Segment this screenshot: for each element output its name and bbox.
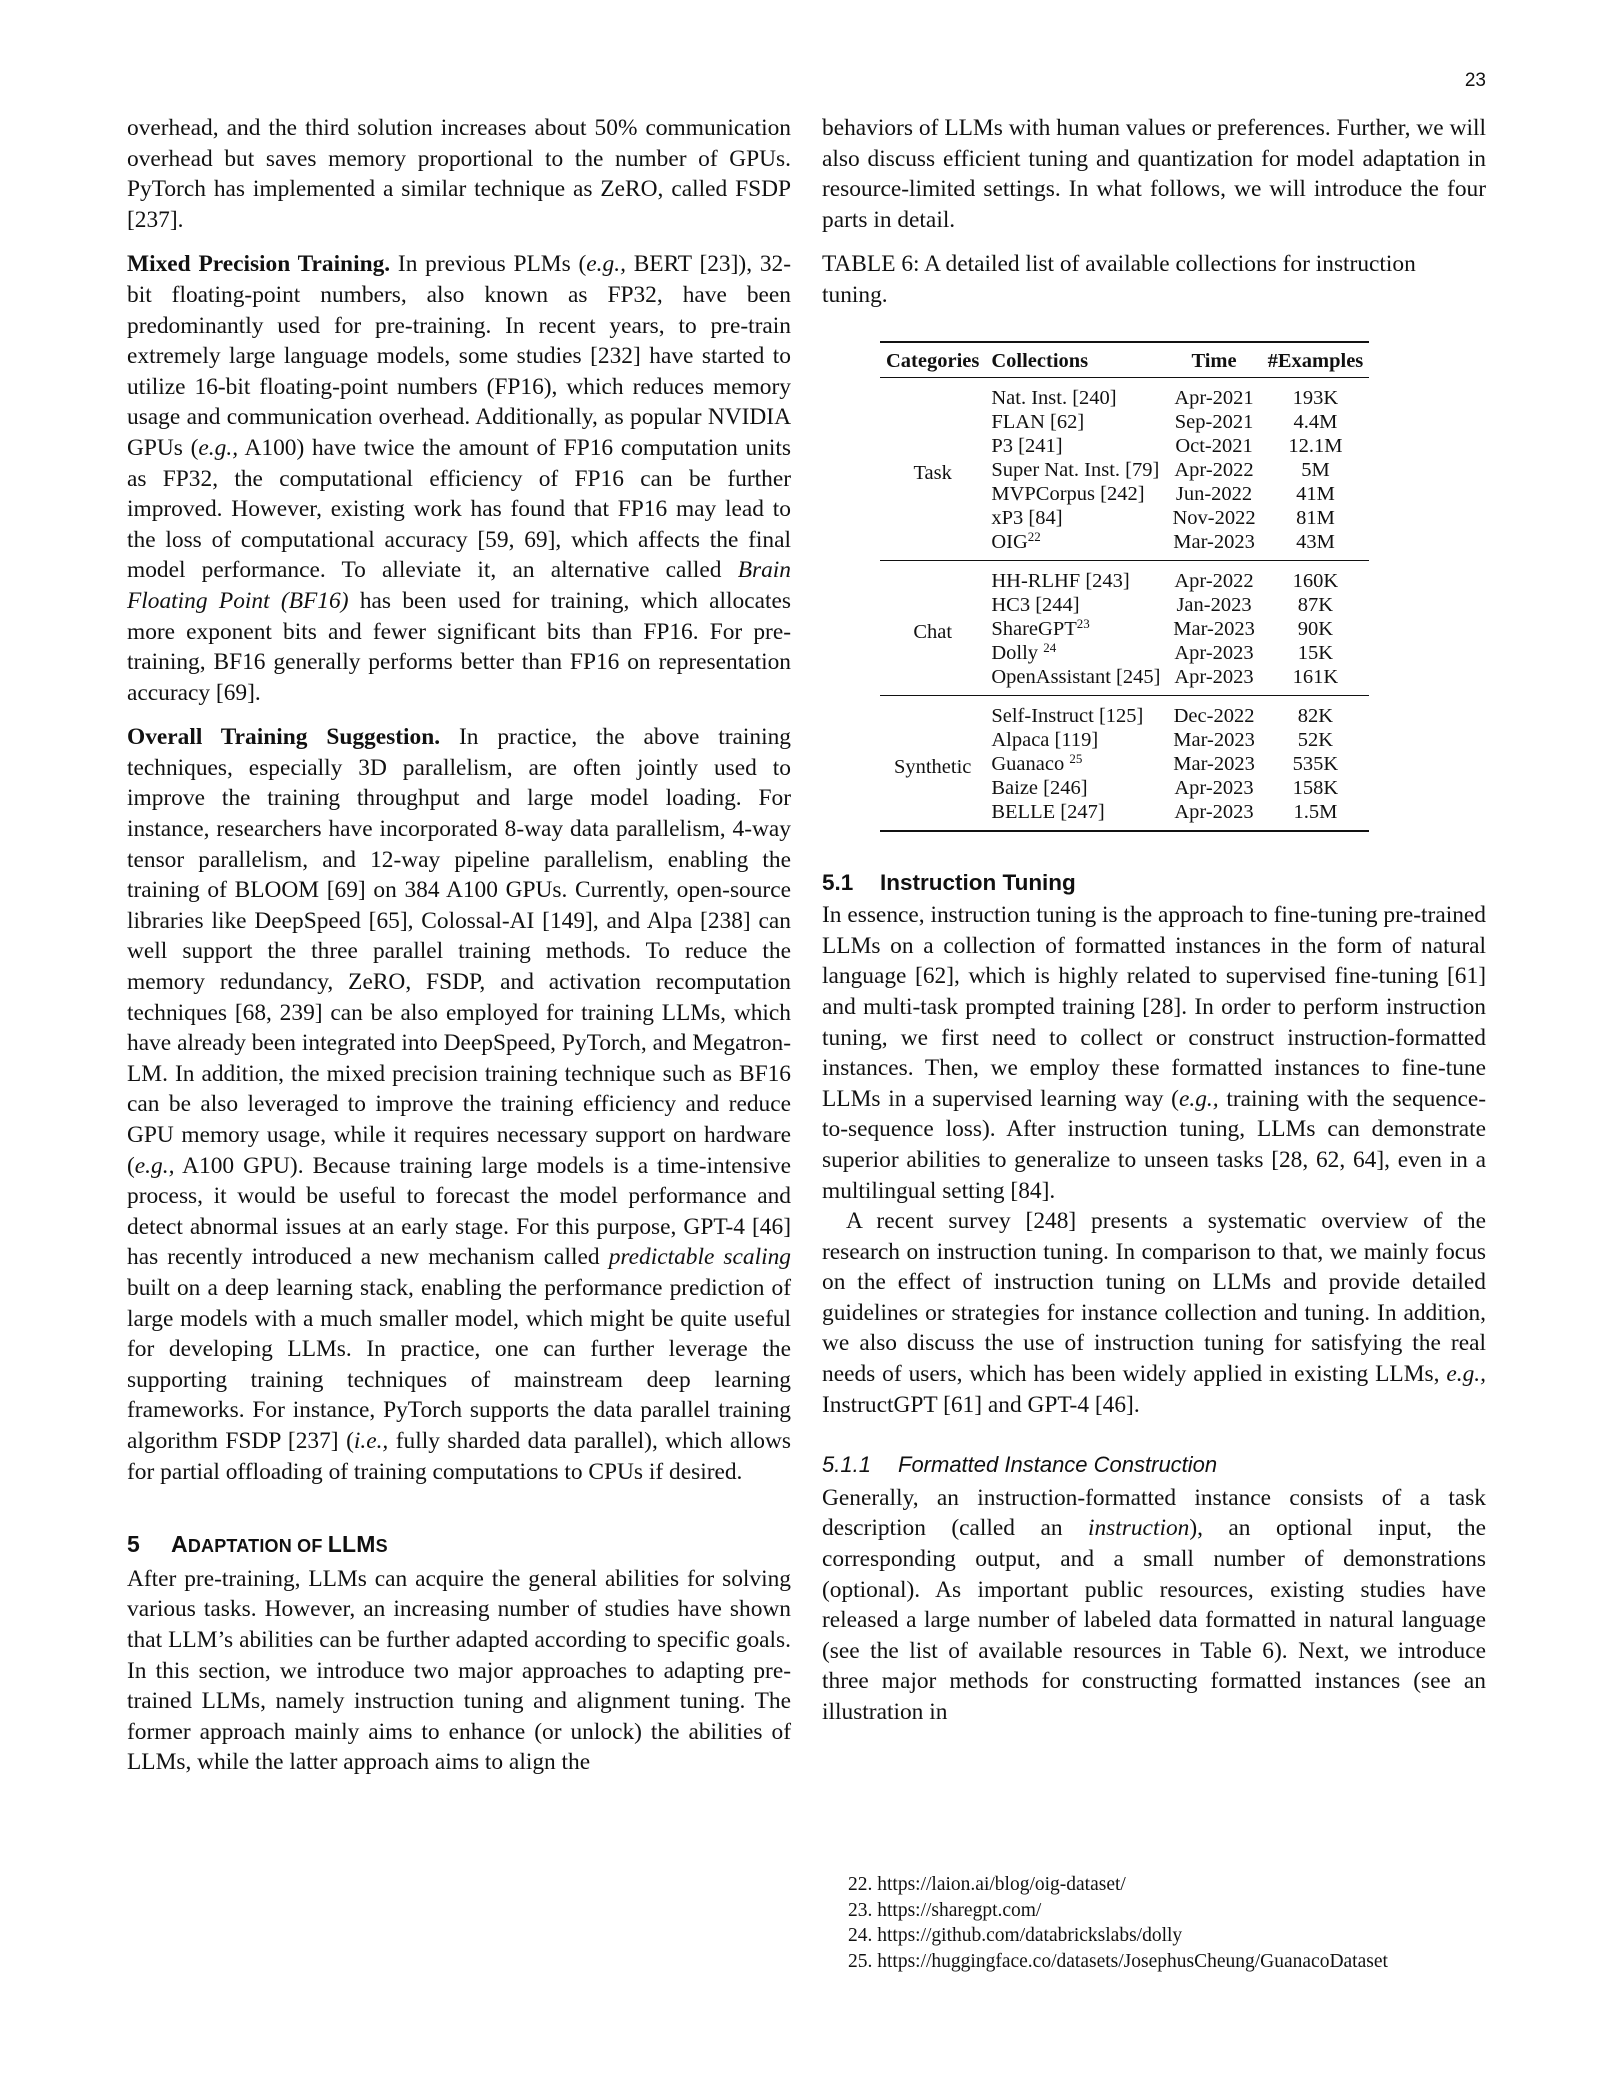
paragraph-continued: behaviors of LLMs with human values or preferences. Further, we will also discuss efficient tuning and quantization for model adaptation in resource-limited settings. In what follows, we will introduce the four parts in detail.: [822, 115, 1486, 233]
examples-cell: 160K: [1292, 569, 1339, 592]
category-cell: Synthetic: [893, 755, 972, 778]
collection-cell: Guanaco $^{25}$: [991, 750, 1083, 775]
left-column: [127, 113, 791, 1778]
header-categories: Categories: [886, 349, 980, 372]
paragraph-overall-training: Overall Training Suggestion. In practice, the above training techniques, especially 3D parallelism, are often jointly used to improve the training throughput and large model loading. For instance, researchers have incorporated 8-way data parallelism, 4-way tensor parallelism, and 12-way pipeline parallelism, enabling the training of BLOOM [69] on 384 A100 GPUs. Currently, open-source libraries like DeepSpeed [65], Colossal-AI [149], and Alpa [238] can well support the three parallel training methods. To reduce the memory redundancy, ZeRO, FSDP, and activation recomputation techniques [68, 239] can be also employed for training LLMs, which have already been integrated into DeepSpeed, PyTorch, and Megatron-LM. In addition, the mixed precision training technique such as BF16 can be also leveraged to improve the training efficiency and reduce GPU memory usage, while it requires necessary support on hardware (e.g., A100 GPU). Because training large models is a time-intensive process, it would be useful to forecast the model performance and detect abnormal issues at an early stage. For this purpose, GPT-4 [46] has recently introduced a new mechanism called predictable scaling built on a deep learning stack, enabling the performance prediction of large models with a much smaller model, which might be quite useful for developing LLMs. In practice, one can further leverage the supporting training techniques of mainstream deep learning frameworks. For instance, PyTorch supports the data parallel training algorithm FSDP [237] (i.e., fully sharded data parallel), which allows for partial offloading of training computations to CPUs if desired.: [127, 724, 791, 1485]
footnote-ref: 22: [1027, 528, 1041, 544]
collection-cell: OIG$^{22}$: [991, 528, 1041, 553]
table-group-task: [880, 377, 1369, 560]
time-cell: Nov-2022: [1172, 506, 1256, 529]
collection-cell: xP3 [84]: [991, 506, 1063, 529]
paragraph-mixed-precision: Mixed Precision Training. In previous PLMs (e.g., BERT [23]), 32-bit floating-point numbers, also known as FP32, have been predominantly used for pre-training. In recent years, to pre-train extremely large language models, some studies [232] have started to utilize 16-bit floating-point numbers (FP16), which reduces memory usage and communication overhead. Additionally, as popular NVIDIA GPUs (e.g., A100) have twice the amount of FP16 computation units as FP32, the computational efficiency of FP16 can be further improved. However, existing work has found that FP16 may lead to the loss of computational accuracy [59, 69], which affects the final model performance. To alleviate it, an alternative called Brain Floating Point (BF16) has been used for training, which allocates more exponent bits and fewer significant bits than FP16. For pre-training, BF16 generally performs better than FP16 on representation accuracy [69].: [127, 251, 792, 706]
page-number: 23: [1464, 70, 1486, 91]
footnote-ref: 25: [1069, 750, 1083, 766]
table-row: [880, 695, 1369, 728]
header-collections: Collections: [991, 349, 1089, 372]
time-cell: Apr-2022: [1174, 569, 1254, 592]
paragraph-instruction-tuning-2: A recent survey [248] presents a systematic overview of the research on instruction tuning. In comparison to that, we mainly focus on the effect of instruction tuning on LLMs and provide detailed guidelines or strategies for instance collection and tuning. In addition, we also discuss the use of instruction tuning for satisfying the real needs of users, which has been widely applied in existing LLMs, e.g., InstructGPT [61] and GPT-4 [46].: [822, 1208, 1486, 1418]
footnote-ref: 24: [1043, 639, 1057, 655]
collection-cell: ShareGPT$^{23}$: [991, 615, 1090, 640]
time-cell: Apr-2022: [1174, 458, 1254, 481]
time-cell: Sep-2021: [1174, 410, 1254, 433]
time-cell: Oct-2021: [1175, 434, 1253, 457]
time-cell: Apr-2023: [1174, 800, 1254, 823]
table-row: [880, 377, 1369, 410]
time-cell: Mar-2023: [1173, 752, 1255, 775]
time-cell: Dec-2022: [1173, 704, 1255, 727]
collection-cell: HH-RLHF [243]: [991, 569, 1130, 592]
header-time: Time: [1191, 349, 1237, 372]
table-group-synthetic: [880, 695, 1369, 831]
section-heading-5-1: 5.1 Instruction Tuning: [822, 869, 1076, 895]
paragraph-section5: After pre-training, LLMs can acquire the general abilities for solving various tasks. However, an increasing number of studies have shown that LLM’s abilities can be further adapted according to specific goals. In this section, we introduce two major approaches to adapting pre-trained LLMs, namely instruction tuning and alignment tuning. The former approach mainly aims to enhance (or unlock) the abilities of LLMs, while the latter approach aims to align the: [127, 1565, 791, 1776]
examples-cell: 52K: [1297, 728, 1334, 751]
category-cell: Task: [913, 461, 952, 484]
examples-cell: 12.1M: [1288, 434, 1343, 457]
time-cell: Apr-2023: [1174, 776, 1254, 799]
collection-cell: Super Nat. Inst. [79]: [991, 458, 1160, 481]
time-cell: Mar-2023: [1173, 728, 1255, 751]
footnote: 24. https://github.com/databrickslabs/dolly: [848, 1925, 1183, 1946]
examples-cell: 87K: [1297, 593, 1334, 616]
time-cell: Apr-2023: [1174, 665, 1254, 688]
category-cell: Chat: [913, 620, 953, 643]
table-header-row: [880, 342, 1369, 378]
collections-table: [880, 341, 1369, 832]
examples-cell: 43M: [1296, 530, 1335, 553]
table-group-chat: [880, 560, 1369, 695]
footnote-ref: 23: [1076, 615, 1090, 631]
examples-cell: 90K: [1297, 617, 1334, 640]
examples-cell: 41M: [1296, 482, 1335, 505]
table-row: [880, 560, 1369, 593]
paragraph-title: Mixed Precision Training.: [127, 251, 391, 278]
collection-cell: Baize [246]: [991, 776, 1088, 799]
collection-cell: P3 [241]: [991, 434, 1063, 457]
time-cell: Jan-2023: [1176, 593, 1252, 616]
collection-cell: Dolly $^{24}$: [991, 639, 1057, 664]
time-cell: Mar-2023: [1173, 617, 1255, 640]
collection-cell: MVPCorpus [242]: [991, 482, 1145, 505]
examples-cell: 158K: [1292, 776, 1339, 799]
examples-cell: 15K: [1297, 641, 1334, 664]
collection-cell: Alpaca [119]: [991, 728, 1099, 751]
collection-cell: HC3 [244]: [991, 593, 1080, 616]
section-heading-5: 5 ADAPTATION OF LLMS: [127, 1531, 388, 1558]
collection-cell: FLAN [62]: [991, 410, 1085, 433]
examples-cell: 1.5M: [1293, 800, 1338, 823]
paragraph-intro: overhead, and the third solution increases about 50% communication overhead but saves memory proportional to the number of GPUs. PyTorch has implemented a similar technique as ZeRO, called FSDP [237].: [127, 115, 791, 233]
footnote: 25. https://huggingface.co/datasets/JosephusCheung/GuanacoDataset: [848, 1950, 1388, 1972]
table-caption: TABLE 6: A detailed list of available collections for instruction tuning.: [822, 251, 1416, 308]
examples-cell: 81M: [1296, 506, 1335, 529]
time-cell: Apr-2023: [1174, 641, 1254, 664]
footnote: 23. https://sharegpt.com/: [848, 1899, 1042, 1921]
examples-cell: 4.4M: [1293, 410, 1338, 433]
collection-cell: OpenAssistant [245]: [991, 665, 1161, 688]
time-cell: Mar-2023: [1173, 530, 1255, 553]
time-cell: Apr-2021: [1174, 386, 1254, 409]
footnote: 22. https://laion.ai/blog/oig-dataset/: [848, 1874, 1126, 1895]
footnotes: [848, 1872, 1388, 1974]
time-cell: Jun-2022: [1175, 482, 1253, 505]
right-column: [822, 113, 1486, 1728]
examples-cell: 193K: [1292, 386, 1339, 409]
paragraph-instruction-tuning-1: In essence, instruction tuning is the approach to fine-tuning pre-trained LLMs on a collection of formatted instances in the form of natural language [62], which is highly related to supervised fine-tuning [61] and multi-task prompted training [28]. In order to perform instruction tuning, we first need to collect or construct instruction-formatted instances. Then, we employ these formatted instances to fine-tune LLMs in a supervised learning way (e.g., training with the sequence-to-sequence loss). After instruction tuning, LLMs can demonstrate superior abilities to generalize to unseen tasks [28, 62, 64], even in a multilingual setting [84].: [822, 902, 1486, 1204]
collection-cell: Nat. Inst. [240]: [991, 386, 1117, 409]
examples-cell: 161K: [1292, 665, 1339, 688]
collection-cell: BELLE [247]: [991, 800, 1105, 823]
paragraph-formatted-instance: Generally, an instruction-formatted instance consists of a task description (called an instruction), an optional input, the corresponding output, and a small number of demonstrations (optional). As important public resources, existing studies have released a large number of labeled data formatted in natural language (see the list of available resources in Table 6). Next, we introduce three major methods for constructing formatted instances (see an illustration in: [822, 1484, 1486, 1725]
header-examples: #Examples: [1267, 349, 1364, 372]
paragraph-title: Overall Training Suggestion.: [127, 724, 441, 751]
subsection-heading-5-1-1: 5.1.1 Formatted Instance Construction: [822, 1452, 1218, 1478]
examples-cell: 82K: [1297, 704, 1334, 727]
collection-cell: Self-Instruct [125]: [991, 704, 1144, 727]
examples-cell: 535K: [1292, 752, 1339, 775]
examples-cell: 5M: [1301, 458, 1330, 481]
